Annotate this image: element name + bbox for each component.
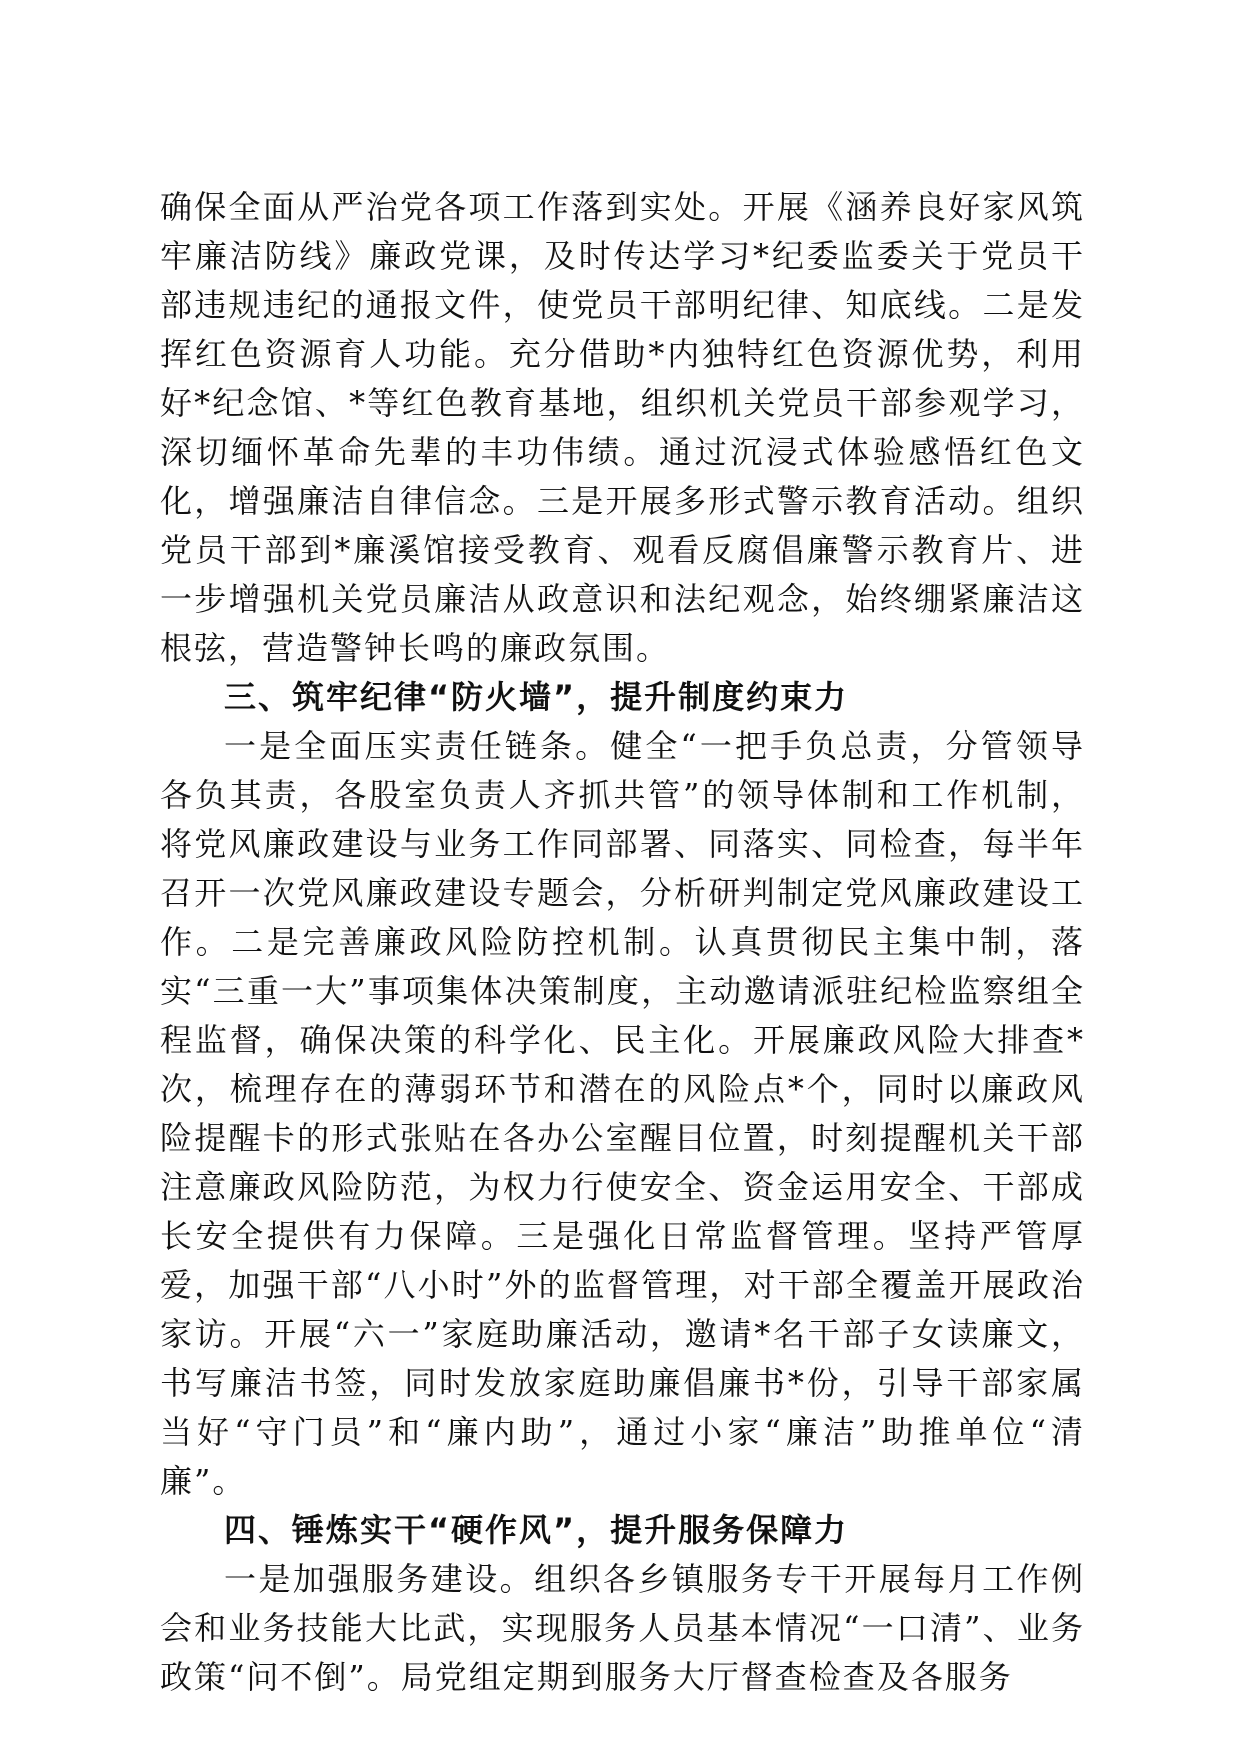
paragraph-discipline: 一是全面压实责任链条。健全“一把手负总责，分管领导各负其责，各股室负责人齐抓共管”的领导体制和工作机制，将党风廉政建设与业务工作同部署、同落实、同检查，每半年召开一次党风廉政建设专题会，分析研判制定党风廉政建设工作。二是完善廉政风险防控机制。认真贯彻民主集中制，落实“三重一大”事项集体决策制度，主动邀请派驻纪检监察组全程监督，确保决策的科学化、民主化。开展廉政风险大排查*次，梳理存在的薄弱环节和潜在的风险点*个，同时以廉政风险提醒卡的形式张贴在各办公室醒目位置，时刻提醒机关干部注意廉政风险防范，为权力行使安全、资金运用安全、干部成长安全提供有力保障。三是强化日常监督管理。坚持严管厚爱，加强干部“八小时”外的监督管理，对干部全覆盖开展政治家访。开展“六一”家庭助廉活动，邀请*名干部子女读廉文，书写廉洁书签，同时发放家庭助廉倡廉书*份，引导干部家属当好“守门员”和“廉内助”，通过小家“廉洁”助推单位“清廉”。 (160, 727, 1085, 1500)
paragraph-service: 一是加强服务建设。组织各乡镇服务专干开展每月工作例会和业务技能大比武，实现服务人员基本情况“一口清”、业务政策“问不倒”。局党组定期到服务大厅督查检查及各服务 (160, 1560, 1085, 1696)
document-page (160, 183, 1085, 1702)
section-heading-three: 三、筑牢纪律“防火墙”，提升制度约束力 (224, 678, 849, 716)
paragraph-continuation: 确保全面从严治党各项工作落到实处。开展《涵养良好家风筑牢廉洁防线》廉政党课，及时传达学习*纪委监委关于党员干部违规违纪的通报文件，使党员干部明纪律、知底线。二是发挥红色资源育人功能。充分借助*内独特红色资源优势，利用好*纪念馆、*等红色教育基地，组织机关党员干部参观学习，深切缅怀革命先辈的丰功伟绩。通过沉浸式体验感悟红色文化，增强廉洁自律信念。三是开展多形式警示教育活动。组织党员干部到*廉溪馆接受教育、观看反腐倡廉警示教育片、进一步增强机关党员廉洁从政意识和法纪观念，始终绷紧廉洁这根弦，营造警钟长鸣的廉政氛围。 (160, 188, 1085, 667)
section-heading-four: 四、锤炼实干“硬作风”，提升服务保障力 (224, 1511, 849, 1549)
